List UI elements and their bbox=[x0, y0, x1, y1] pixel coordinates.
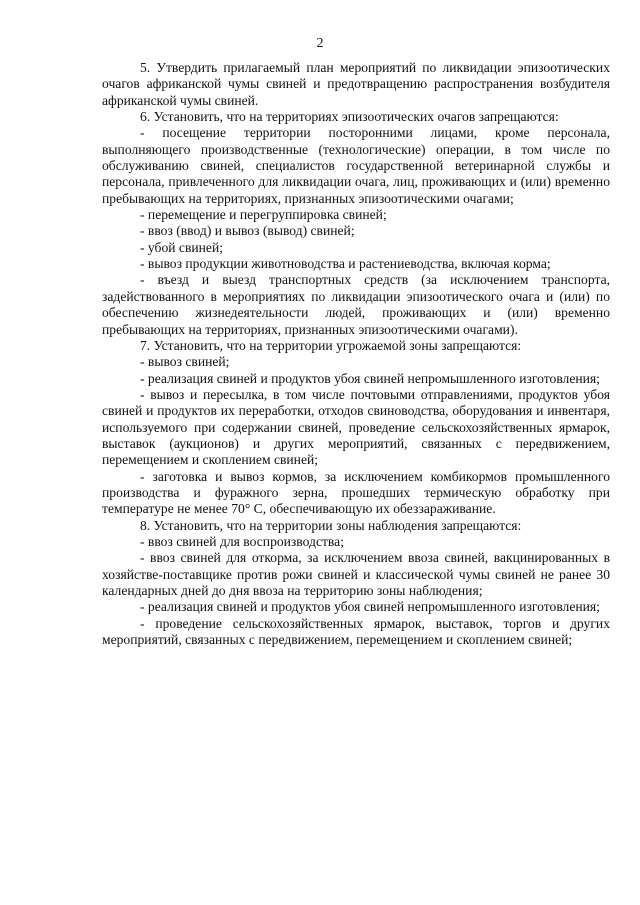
document-body bbox=[102, 60, 610, 648]
list-item: - реализация свиней и продуктов убоя свиней непромышленного изготовления; bbox=[140, 599, 600, 615]
list-item: - вывоз продукции животноводства и растениеводства, включая корма; bbox=[140, 256, 551, 272]
list-item: - вывоз и пересылка, в том числе почтовыми отправлениями, продуктов убоя свиней и продуктов их переработки, отходов свиноводства, оборудования и инвентаря, используемого при содержании свиней, проведение сельскохозяйственных ярмарок, выставок (аукционов) и других мероприятий, связанных с передвижением, перемещением и скоплением свиней; bbox=[102, 386, 610, 468]
paragraph-item-7: 7. Установить, что на территории угрожаемой зоны запрещаются: bbox=[140, 337, 522, 353]
page-number: 2 bbox=[316, 36, 324, 51]
list-item: - ввоз свиней для воспроизводства; bbox=[140, 533, 344, 549]
paragraph-item-6: 6. Установить, что на территориях эпизоотических очагов запрещаются: bbox=[140, 109, 559, 125]
list-item: - проведение сельскохозяйственных ярмарок, выставок, торгов и других мероприятий, связанных с передвижением, перемещением и скоплением свиней; bbox=[102, 615, 610, 648]
list-item: - реализация свиней и продуктов убоя свиней непромышленного изготовления; bbox=[140, 370, 600, 386]
list-item: - перемещение и перегруппировка свиней; bbox=[140, 207, 387, 223]
list-item: - ввоз (ввод) и вывоз (вывод) свиней; bbox=[140, 223, 355, 239]
list-item: - заготовка и вывоз кормов, за исключением комбикормов промышленного производства и фуражного зерна, прошедших термическую обработку при температуре не менее 70° С, обеспечивающую их обеззараживание. bbox=[102, 468, 610, 517]
list-item: - ввоз свиней для откорма, за исключением ввоза свиней, вакцинированных в хозяйстве-поставщике против рожи свиней и классической чумы свиней не ранее 30 календарных дней до дня ввоза на территорию зоны наблюдения; bbox=[102, 550, 610, 598]
list-item: - въезд и выезд транспортных средств (за исключением транспорта, задействованного в мероприятиях по ликвидации эпизоотического очага и (или) по обеспечению жизнедеятельности людей, проживающих и (или) временно пребывающих на территориях, признанных эпизоотическими очагами). bbox=[102, 272, 610, 337]
paragraph-item-5: 5. Утвердить прилагаемый план мероприятий по ликвидации эпизоотических очагов африканской чумы свиней и предотвращению распространения возбудителя африканской чумы свиней. bbox=[102, 60, 610, 108]
list-item: - убой свиней; bbox=[140, 239, 224, 255]
list-item: - вывоз свиней; bbox=[140, 354, 230, 370]
paragraph-item-8: 8. Установить, что на территории зоны наблюдения запрещаются: bbox=[140, 517, 522, 533]
list-item: - посещение территории посторонними лицами, кроме персонала, выполняющего производственные (технологические) операции, в том числе по обслуживанию свиней, специалистов государственной ветеринарной службы и персонала, привлеченного для ликвидации очага, лиц, проживающих и (или) временно пребывающих на территориях, признанных эпизоотическими очагами; bbox=[102, 125, 610, 206]
